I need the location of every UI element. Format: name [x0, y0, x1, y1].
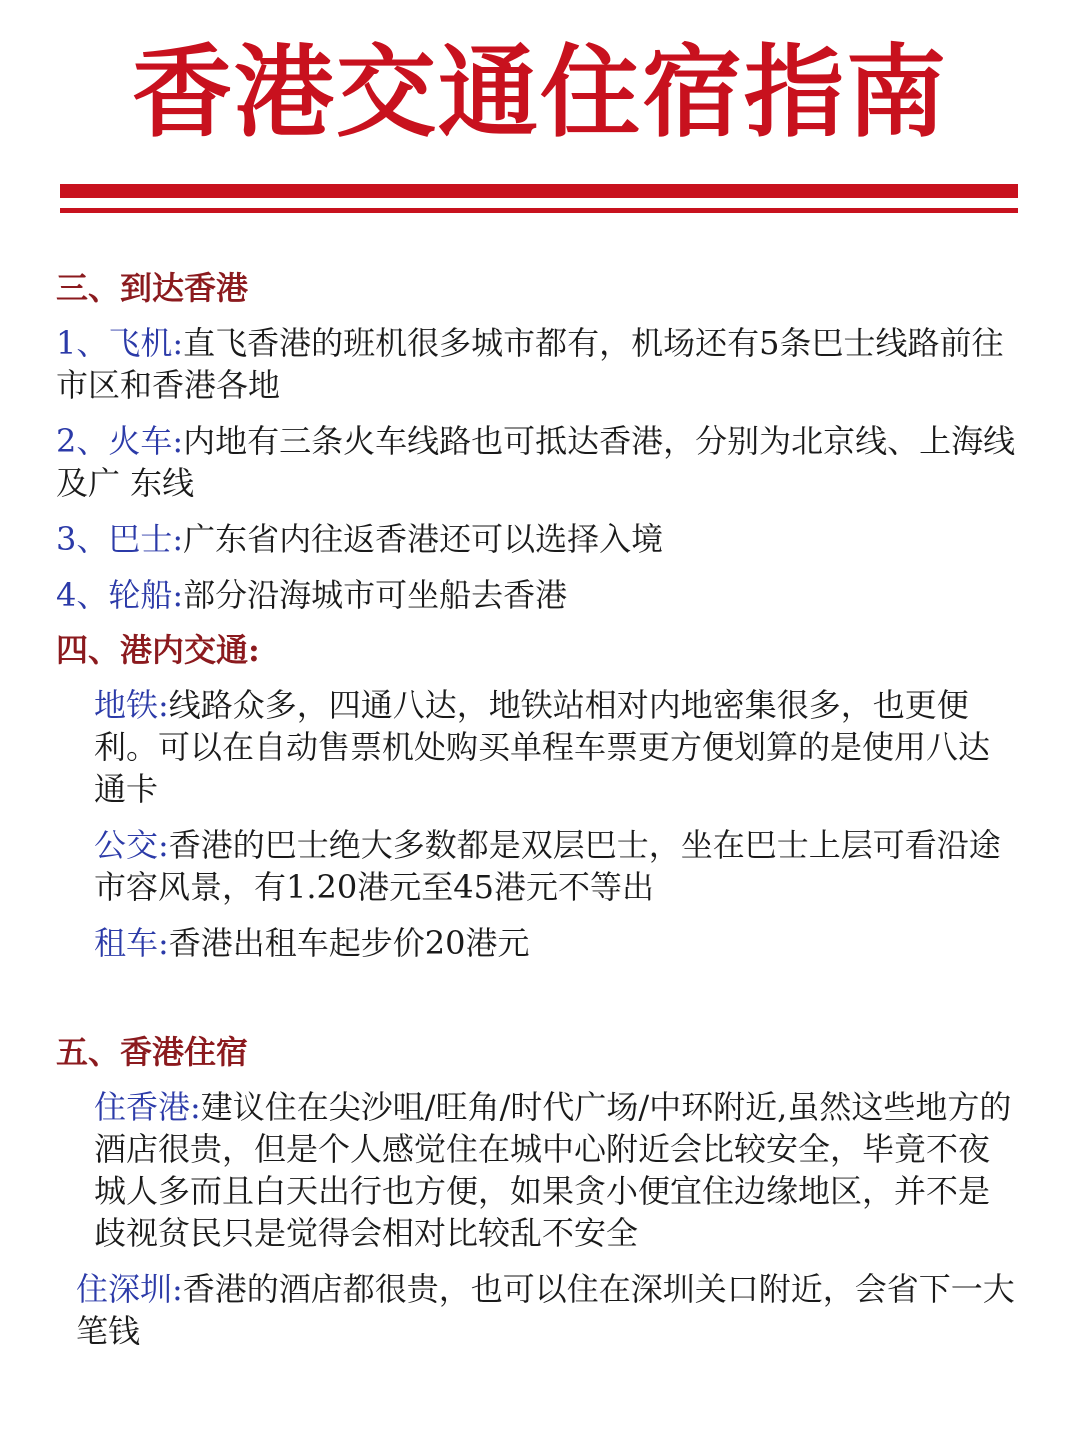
stay-item-shenzhen — [56, 1268, 1016, 1352]
arrival-item-train — [56, 420, 1016, 504]
stay-item-hongkong — [56, 1086, 1016, 1254]
arrival-item-ship — [56, 574, 1016, 616]
page-title: 香港交通住宿指南 — [132, 34, 948, 151]
stay-text-shenzhen: 香港的酒店都很贵，也可以住在深圳关口附近，会省下一大笔钱 — [76, 1270, 1015, 1350]
arrival-label-bus: 3、巴士: — [56, 520, 184, 558]
transport-text-taxi: 香港出租车起步价20港元 — [168, 924, 530, 962]
arrival-item-bus — [56, 518, 1016, 560]
section-heading-accommodation: 五、香港住宿 — [56, 1033, 249, 1071]
arrival-item-plane — [56, 322, 1016, 406]
stay-label-shenzhen: 住深圳: — [76, 1270, 183, 1308]
transport-text-bus: 香港的巴士绝大多数都是双层巴士，坐在巴士上层可看沿途市容风景，有1.20港元至45港元不等出 — [94, 826, 1001, 906]
transport-label-metro: 地铁: — [94, 686, 169, 724]
arrival-label-plane: 1、飞机: — [56, 324, 184, 362]
title-divider-thick — [60, 184, 1018, 198]
guide-content — [56, 264, 1016, 1352]
transport-label-taxi: 租车: — [94, 924, 169, 962]
transport-item-bus — [56, 824, 1016, 908]
arrival-text-ship: 部分沿海城市可坐船去香港 — [183, 576, 568, 614]
arrival-text-bus: 广东省内往返香港还可以选择入境 — [183, 520, 664, 558]
arrival-label-ship: 4、轮船: — [56, 576, 184, 614]
stay-text-hongkong: 建议住在尖沙咀/旺角/时代广场/中环附近,虽然这些地方的酒店很贵，但是个人感觉住在城中心附近会比较安全，毕竟不夜城人多而且白天出行也方便，如果贪小便宜住边缘地区，并不是歧视贫民只是觉得会相对比较乱不安全 — [94, 1088, 1012, 1252]
transport-text-metro: 线路众多，四通八达，地铁站相对内地密集很多，也更便利。可以在自动售票机处购买单程车票更方便划算的是使用八达通卡 — [94, 686, 991, 808]
section-heading-arrival: 三、到达香港 — [56, 269, 249, 307]
transport-item-metro — [56, 684, 1016, 810]
arrival-text-train: 内地有三条火车线路也可抵达香港，分别为北京线、上海线及广 东线 — [56, 422, 1016, 502]
arrival-label-train: 2、火车: — [56, 422, 184, 460]
arrival-text-plane: 直飞香港的班机很多城市都有，机场还有5条巴士线路前往市区和香港各地 — [56, 324, 1004, 404]
transport-label-bus: 公交: — [94, 826, 169, 864]
transport-item-taxi — [56, 922, 1016, 964]
title-divider-thin — [60, 208, 1018, 213]
section-heading-local-transport: 四、港内交通: — [56, 631, 260, 669]
stay-label-hongkong: 住香港: — [94, 1088, 201, 1126]
